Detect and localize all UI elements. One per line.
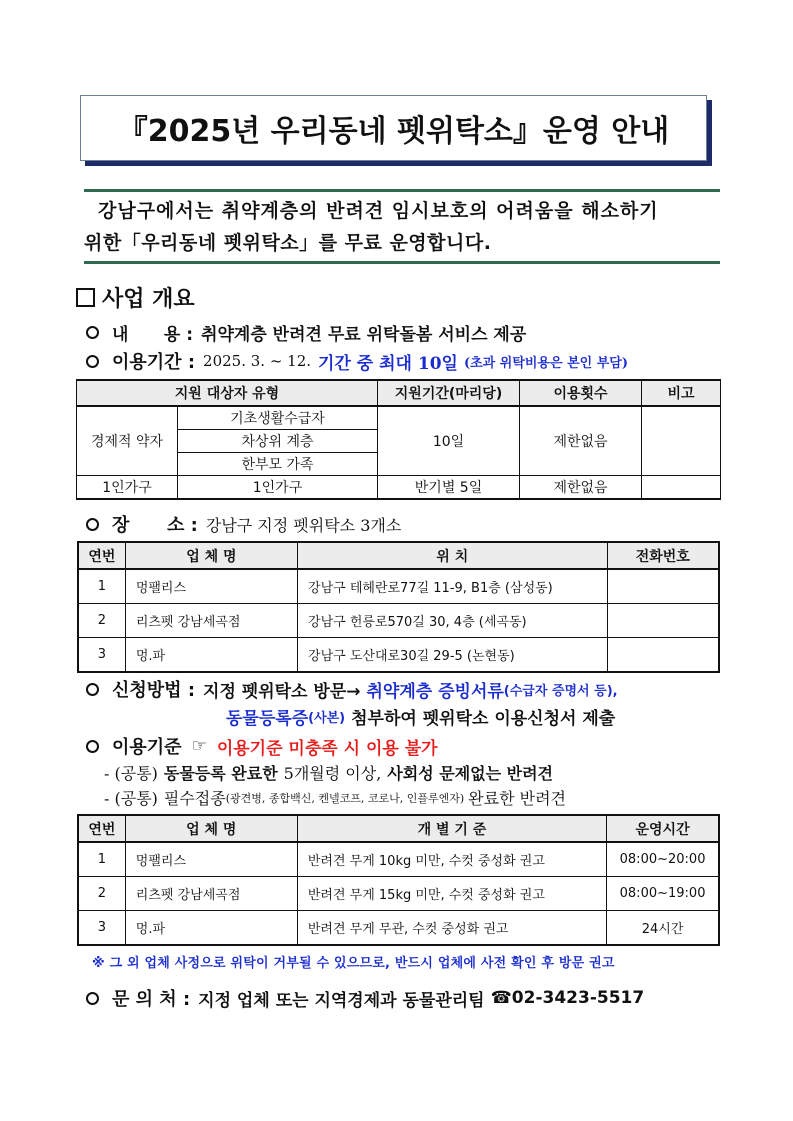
- cell-sub-3: 한부모 가족: [178, 453, 378, 476]
- cell-row2-group: 1인가구: [77, 476, 178, 500]
- content-label: 내 용 :: [112, 325, 194, 345]
- circle-bullet-icon: [86, 740, 99, 753]
- contact-text: 지정 업체 또는 지역경제과 동물관리팀: [198, 990, 485, 1011]
- cell-name: 멍팰리스: [125, 842, 297, 877]
- cell-hours: 08:00~20:00: [607, 842, 719, 877]
- cell-name: 멍.파: [125, 638, 297, 673]
- cell-row2-period: 반기별 5일: [378, 476, 520, 500]
- th-count: 이용횟수: [520, 380, 642, 406]
- period-note: (초과 위탁비용은 본인 부담): [463, 355, 628, 371]
- period-dates: 2025. 3. ~ 12.: [203, 352, 312, 370]
- cell-sub-1: 기초생활수급자: [178, 406, 378, 430]
- period-max: 기간 중 최대 10일: [318, 353, 458, 374]
- apply-item: [86, 676, 618, 702]
- location-table: [77, 541, 720, 673]
- period-label: 이용기간 :: [112, 352, 196, 373]
- th-name: 업 체 명: [125, 815, 297, 842]
- circle-bullet-icon: [86, 326, 99, 339]
- circle-bullet-icon: [86, 992, 99, 1005]
- cell-row2-count: 제한없음: [520, 476, 642, 500]
- place-label: 장 소 :: [112, 515, 198, 536]
- period-item: [86, 348, 628, 374]
- criteria-c1-a: 동물등록 완료한: [163, 764, 278, 783]
- title-box: [80, 95, 707, 161]
- contact-label: 문 의 처 :: [112, 989, 191, 1010]
- checkbox-square-icon: [76, 288, 95, 307]
- th-tel: 전화번호: [607, 542, 719, 569]
- cell-sub-2: 차상위 계층: [178, 430, 378, 453]
- cell-name: 리츠펫 강남세곡점: [125, 877, 297, 911]
- cell-no: 1: [78, 842, 125, 877]
- section-header: [76, 282, 195, 313]
- cell-no: 2: [78, 877, 125, 911]
- th-target-type: 지원 대상자 유형: [77, 380, 378, 406]
- table-row: [78, 842, 719, 877]
- circle-bullet-icon: [86, 683, 99, 696]
- table-row: [78, 877, 719, 911]
- cell-group1: 경제적 약자: [77, 406, 178, 476]
- criteria-line-1: [104, 761, 553, 784]
- contact-phone: 02-3423-5517: [511, 988, 645, 1008]
- th-name: 업 체 명: [125, 542, 297, 569]
- content-item: [86, 320, 526, 345]
- section-title: 사업 개요: [102, 287, 195, 312]
- criteria-warning: 이용기준 미충족 시 이용 불가: [216, 738, 438, 759]
- cell-hours: 24시간: [607, 911, 719, 946]
- place-text: 강남구 지정 펫위탁소 3개소: [205, 515, 402, 535]
- apply-text1: 지정 펫위탁소 방문→: [203, 681, 361, 702]
- criteria-c2-a: 필수접종: [163, 789, 226, 808]
- intro-paragraph: [84, 195, 720, 259]
- th-location: 위 치: [298, 542, 608, 569]
- criteria-c1-prefix: - (공통): [104, 764, 158, 783]
- apply-text2: 첨부하여 펫위탁소 이용신청서 제출: [351, 709, 616, 729]
- cell-no: 3: [78, 638, 125, 673]
- th-no: 연번: [78, 815, 125, 842]
- cell-no: 1: [78, 569, 125, 604]
- cell-group1-note: [642, 406, 721, 476]
- table-row: [78, 638, 719, 673]
- apply-docs: 취약계층 증빙서류: [366, 681, 504, 702]
- cell-rule: 반려견 무게 15kg 미만, 수컷 중성화 권고: [297, 877, 606, 911]
- table-row: [78, 911, 719, 946]
- cell-no: 2: [78, 604, 125, 638]
- apply-docs-note: (수급자 증명서 등),: [503, 683, 618, 699]
- cell-location: 강남구 헌릉로570길 30, 4층 (세곡동): [298, 604, 608, 638]
- th-hours: 운영시간: [607, 815, 719, 842]
- criteria-c1-b: 5개월령 이상,: [283, 764, 382, 783]
- cell-hours: 08:00~19:00: [607, 877, 719, 911]
- criteria-c1-c: 사회성 문제없는 반려견: [387, 764, 553, 783]
- intro-top-rule: [84, 189, 720, 192]
- criteria-label: 이용기준: [112, 737, 182, 758]
- cell-name: 리츠펫 강남세곡점: [125, 604, 297, 638]
- th-no: 연번: [78, 542, 125, 569]
- circle-bullet-icon: [86, 355, 99, 368]
- criteria-table: [77, 814, 720, 946]
- intro-bottom-rule: [84, 261, 720, 264]
- eligibility-table: [76, 379, 721, 500]
- cell-group1-period: 10일: [378, 406, 520, 476]
- apply-reg: 동물등록증: [226, 709, 309, 729]
- place-item: [86, 511, 401, 537]
- content-text: 취약계층 반려견 무료 위탁돌봄 서비스 제공: [201, 325, 527, 345]
- table-row: [78, 569, 719, 604]
- criteria-line-2: [104, 786, 566, 809]
- intro-line-1: 강남구에서는 취약계층의 반려견 임시보호의 어려움을 해소하기: [98, 200, 659, 222]
- circle-bullet-icon: [86, 518, 99, 531]
- cell-location: 강남구 도산대로30길 29-5 (논현동): [298, 638, 608, 673]
- cell-name: 멍팰리스: [125, 569, 297, 604]
- criteria-item: [86, 733, 438, 759]
- cell-row2-sub: 1인가구: [178, 476, 378, 500]
- apply-item-line2: [226, 704, 615, 729]
- th-note: 비고: [642, 380, 721, 406]
- notice-text: ※ 그 외 업체 사정으로 위탁이 거부될 수 있으므로, 반드시 업체에 사전 확인 후 방문 권고: [92, 956, 615, 971]
- cell-row2-note: [642, 476, 721, 500]
- cell-group1-count: 제한없음: [520, 406, 642, 476]
- contact-item: [86, 985, 644, 1011]
- phone-icon: ☎: [490, 988, 512, 1008]
- apply-label: 신청방법 :: [112, 680, 196, 701]
- cell-rule: 반려견 무게 무관, 수컷 중성화 권고: [297, 911, 606, 946]
- criteria-c2-b: 완료한 반려견: [468, 789, 566, 808]
- th-rule: 개 별 기 준: [297, 815, 606, 842]
- cell-tel: [607, 604, 719, 638]
- criteria-c2-note: (광견병, 종합백신, 켄넬코프, 코로나, 인플루엔자): [225, 791, 465, 805]
- intro-line-2: 위한「우리동네 펫위탁소」를 무료 운영합니다.: [84, 232, 492, 254]
- table-row: [78, 604, 719, 638]
- pointing-hand-icon: ☞: [191, 736, 207, 756]
- cell-location: 강남구 테헤란로77길 11-9, B1층 (삼성동): [298, 569, 608, 604]
- th-period: 지원기간(마리당): [378, 380, 520, 406]
- cell-rule: 반려견 무게 10kg 미만, 수컷 중성화 권고: [297, 842, 606, 877]
- cell-name: 멍.파: [125, 911, 297, 946]
- apply-reg-note: (사본): [308, 711, 346, 726]
- cell-tel: [607, 638, 719, 673]
- page-title: 『2025년 우리동네 펫위탁소』운영 안내: [117, 114, 670, 149]
- cell-no: 3: [78, 911, 125, 946]
- criteria-c2-prefix: - (공통): [104, 789, 158, 808]
- cell-tel: [607, 569, 719, 604]
